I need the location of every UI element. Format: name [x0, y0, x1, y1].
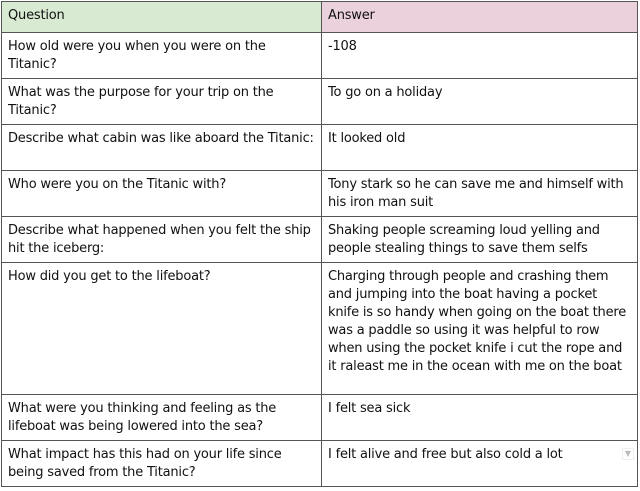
- question-cell[interactable]: How old were you when you were on the Titanic?: [2, 33, 322, 79]
- answer-cell[interactable]: -108: [322, 33, 638, 79]
- question-answer-table: [1, 1, 638, 487]
- table-row: [2, 79, 638, 125]
- answer-cell[interactable]: I felt sea sick: [322, 395, 638, 441]
- table-row: [2, 395, 638, 441]
- answer-header: Answer: [322, 2, 638, 33]
- table-row: [2, 125, 638, 171]
- answer-cell[interactable]: To go on a holiday: [322, 79, 638, 125]
- question-cell[interactable]: How did you get to the lifeboat?: [2, 263, 322, 395]
- table-row: [2, 217, 638, 263]
- table-row: [2, 263, 638, 395]
- table-header-row: [2, 2, 638, 33]
- dropdown-arrow-icon[interactable]: ▼: [622, 448, 634, 460]
- question-cell[interactable]: What impact has this had on your life since being saved from the Titanic?: [2, 441, 322, 487]
- table-row: [2, 171, 638, 217]
- question-cell[interactable]: What was the purpose for your trip on the Titanic?: [2, 79, 322, 125]
- answer-cell[interactable]: I felt alive and free but also cold a lot: [322, 441, 638, 487]
- question-cell[interactable]: Describe what cabin was like aboard the Titanic:: [2, 125, 322, 171]
- answer-cell[interactable]: Tony stark so he can save me and himself with his iron man suit: [322, 171, 638, 217]
- answer-cell[interactable]: Shaking people screaming loud yelling and people stealing things to save them selfs: [322, 217, 638, 263]
- question-header: Question: [2, 2, 322, 33]
- question-cell[interactable]: Describe what happened when you felt the ship hit the iceberg:: [2, 217, 322, 263]
- question-cell[interactable]: What were you thinking and feeling as the lifeboat was being lowered into the sea?: [2, 395, 322, 441]
- answer-cell[interactable]: Charging through people and crashing them and jumping into the boat having a pocket knife is so handy when going on the boat there was a paddle so using it was helpful to row when using the pocket knife i cut the rope and it raleast me in the ocean with me on the boat: [322, 263, 638, 395]
- table-row: [2, 441, 638, 487]
- table-row: [2, 33, 638, 79]
- answer-cell[interactable]: It looked old: [322, 125, 638, 171]
- question-cell[interactable]: Who were you on the Titanic with?: [2, 171, 322, 217]
